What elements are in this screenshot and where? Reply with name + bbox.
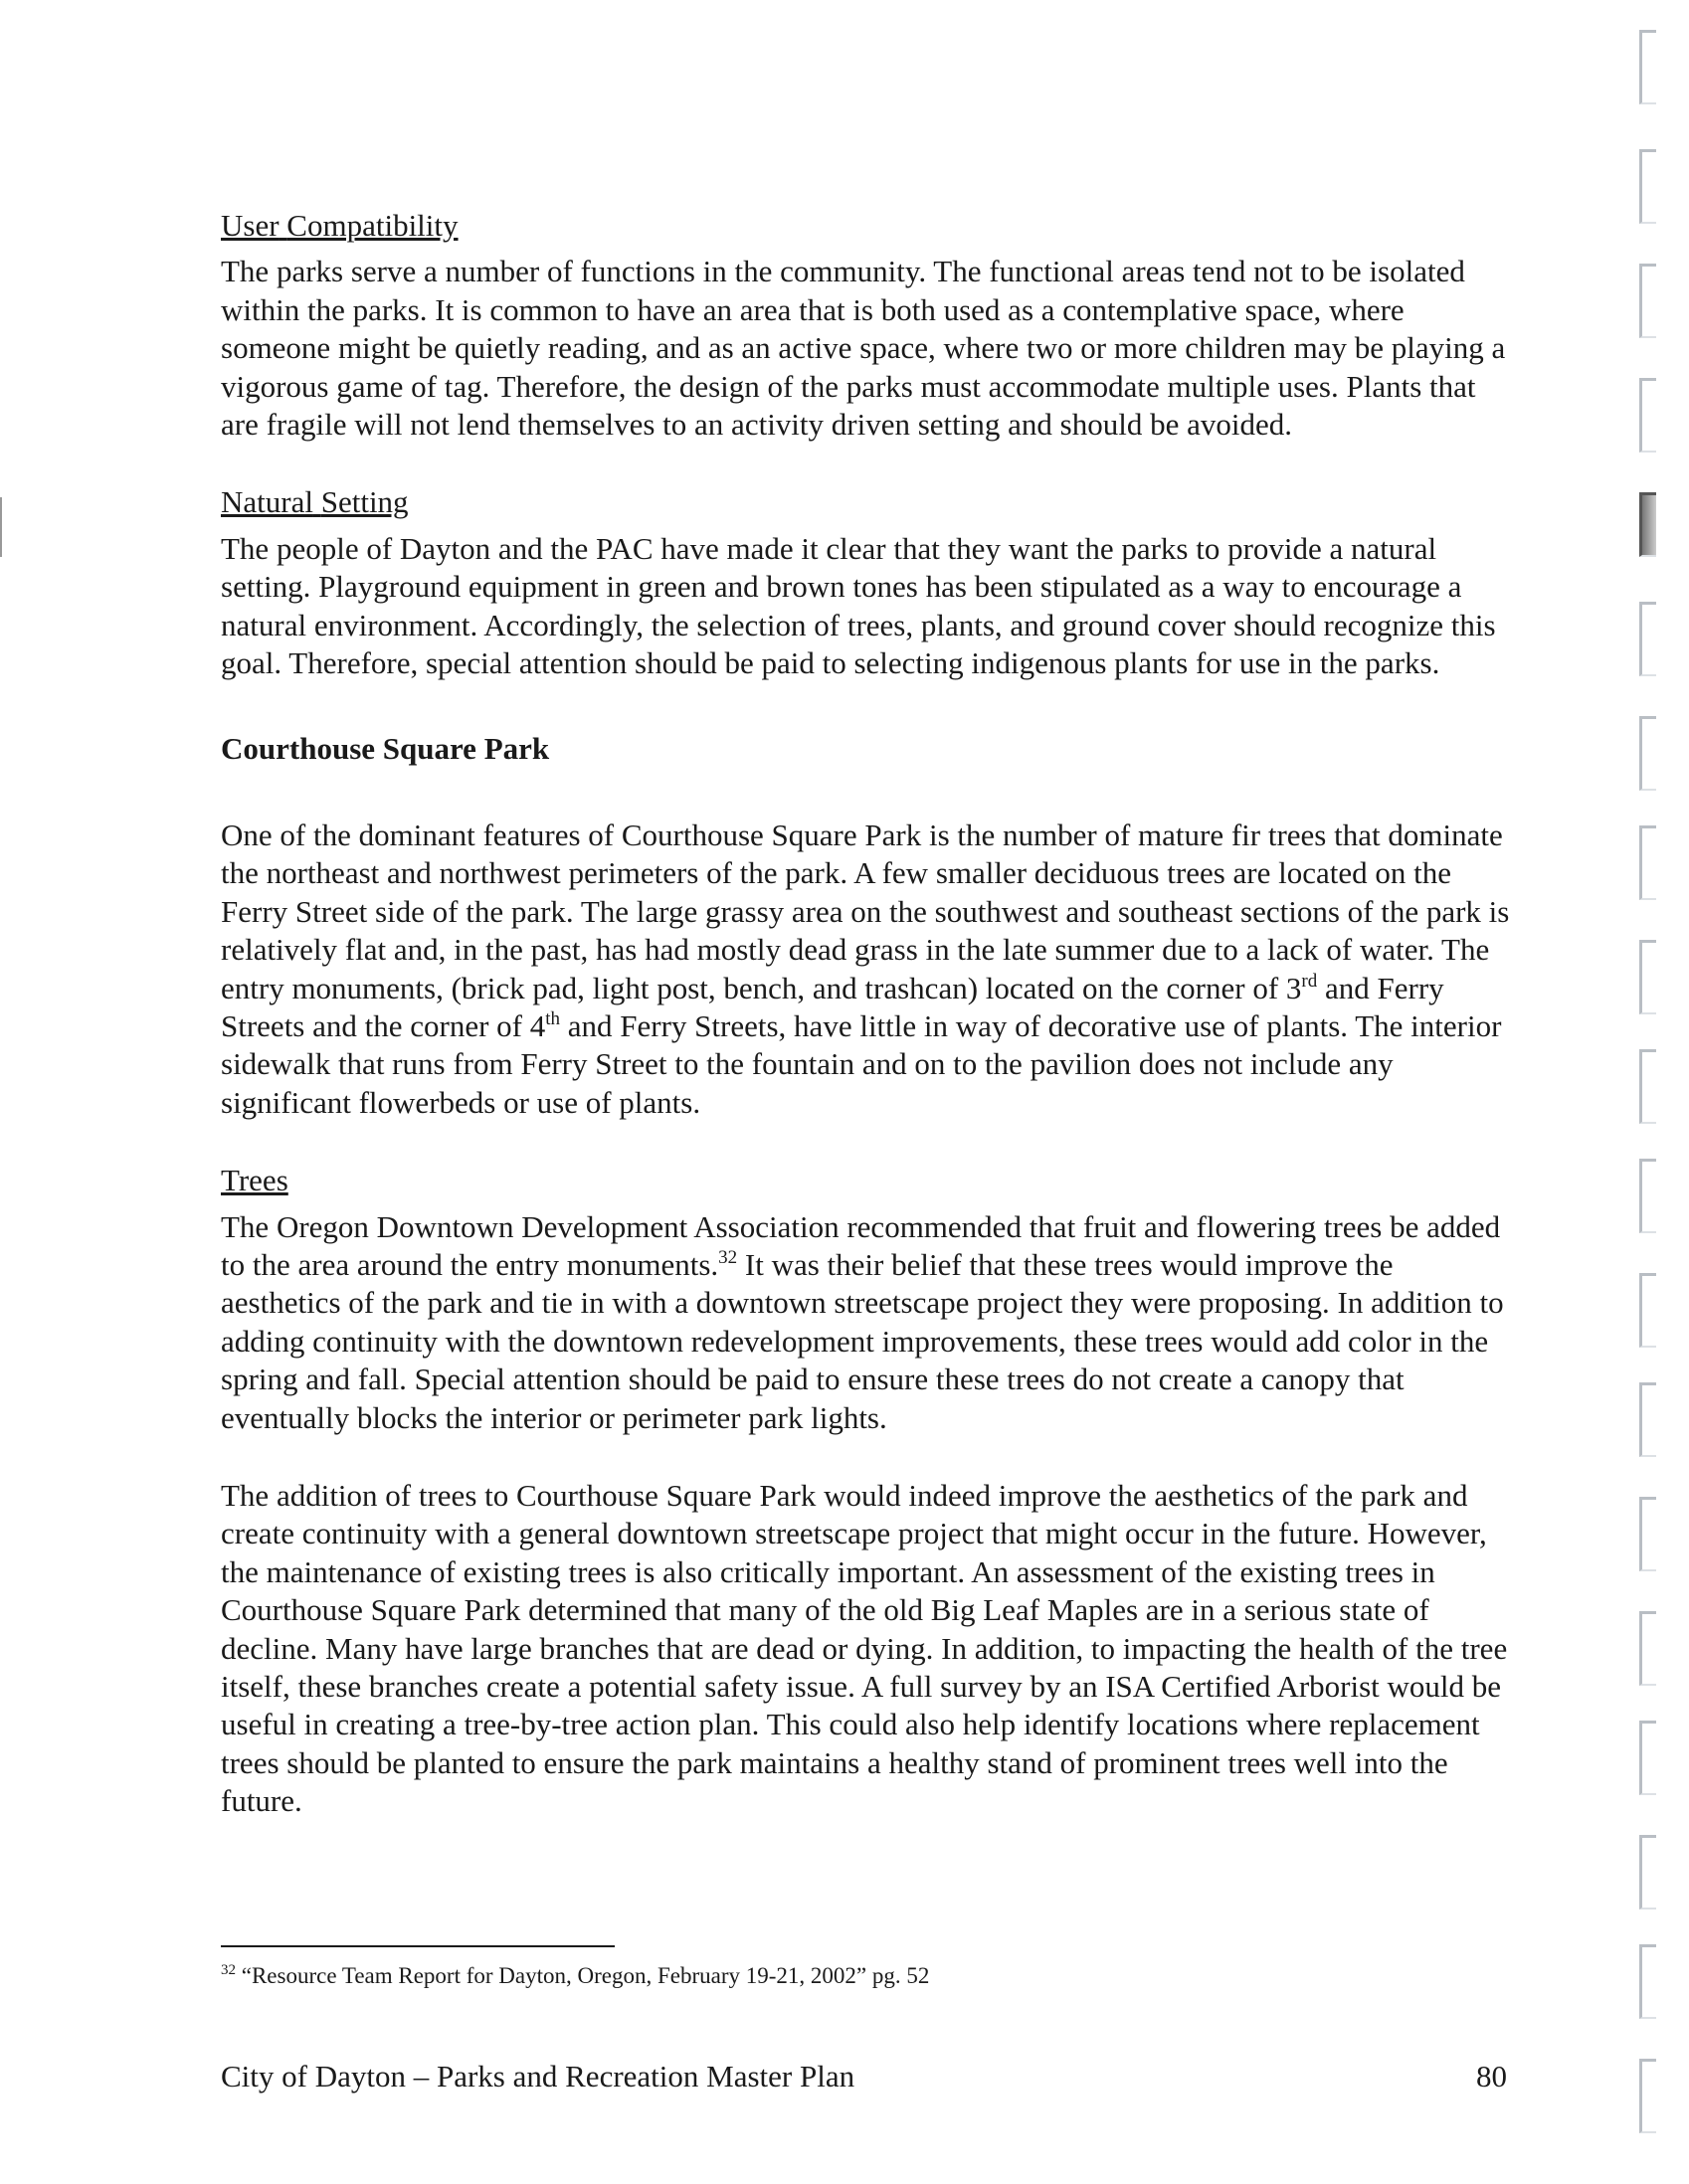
binding-ring xyxy=(1639,1944,1656,2019)
footnote xyxy=(221,1961,929,1991)
binding-ring xyxy=(1639,1382,1656,1457)
paragraph-text: One of the dominant features of Courthouse Square Park is the number of mature fir trees that dominate the northeast and northwest perimeters of the park. A few smaller deciduous trees are located on the Ferry Street side of the park. The large grassy area on the southwest and southeast sections of the park is relatively flat and, in the past, has had mostly dead grass in the late summer due to a lack of water. The entry monuments, (brick pad, light post, bench, and trashcan) located on the corner of 3 xyxy=(221,817,1510,1005)
binding-ring xyxy=(1639,1049,1656,1124)
binding-ring xyxy=(1639,1497,1656,1571)
binding-ring xyxy=(1639,1273,1656,1348)
trees-heading: Trees xyxy=(221,1163,288,1198)
paragraph-text: and Ferry Streets, have little in way of decorative use of plants. The interior sidewalk that runs from Ferry Street to the fountain and on to the pavilion does not include any significant flowerbeds or use of plants. xyxy=(221,1007,1502,1120)
heading-word: User xyxy=(221,208,280,243)
heading-word: Natural xyxy=(221,484,313,520)
binding-ring xyxy=(1639,492,1656,557)
page-number: 80 xyxy=(1476,2059,1507,2093)
trees-paragraph-2: The addition of trees to Courthouse Square Park would indeed improve the aesthetics of the park and create continuity with a general downtown streetscape project that might occur in the future. However, the maintenance of existing trees is also critically important. An assessment of the existing trees in Courthouse Square Park determined that many of the old Big Leaf Maples are in a serious state of decline. Many have large branches that are dead or dying. In addition, to impacting the health of the tree itself, these branches create a potential safety issue. A full survey by an ISA Certified Arborist would be useful in creating a tree-by-tree action plan. This could also help identify locations where replacement trees should be planted to ensure the park maintains a healthy stand of prominent trees well into the future. xyxy=(221,1477,1508,1819)
heading-word: Setting xyxy=(320,484,409,520)
binding-ring xyxy=(1639,940,1656,1014)
binding-ring xyxy=(1639,149,1656,224)
binding-ring xyxy=(1639,264,1656,338)
footer-title: City of Dayton – Parks and Recreation Master Plan xyxy=(221,2059,855,2093)
binding-ring xyxy=(1639,30,1656,104)
page-content xyxy=(221,207,1514,1821)
binding-ring xyxy=(1639,1835,1656,1910)
paragraph-text: The Oregon Downtown Development Association recommended that fruit and flowering trees be added to the area around the entry monuments. xyxy=(221,1208,1501,1282)
spiral-binding xyxy=(1639,30,1669,2158)
footnote-divider xyxy=(221,1945,615,1947)
footnote-number: 32 xyxy=(221,1962,236,1978)
ordinal-suffix: th xyxy=(545,1007,561,1029)
binding-ring xyxy=(1639,378,1656,453)
natural-setting-heading xyxy=(221,483,1514,521)
paragraph-text: and Ferry Streets and the corner of 4 xyxy=(221,970,1444,1043)
user-compatibility-paragraph: The parks serve a number of functions in the community. The functional areas tend not to be isolated within the parks. It is common to have an area that is both used as a contemplative space, where someone might be quietly reading, and as an active space, where two or more children may be playing a vigorous game of tag. Therefore, the design of the parks must accommodate multiple uses. Plants that are fragile will not lend themselves to an activity driven setting and should be avoided. xyxy=(221,254,1506,443)
trees-paragraph-1 xyxy=(221,1208,1514,1437)
binding-ring xyxy=(1639,602,1656,676)
natural-setting-paragraph: The people of Dayton and the PAC have made it clear that they want the parks to provide a natural setting. Playground equipment in green and brown tones has been stipulated as a way to encourage a natural environment. Accordingly, the selection of trees, plants, and ground cover should recognize this goal. Therefore, special attention should be paid to selecting indigenous plants for use in the parks. xyxy=(221,530,1496,681)
binding-ring xyxy=(1639,1611,1656,1686)
paragraph-text: It was their belief that these trees would improve the aesthetics of the park and tie in with a downtown streetscape project they were proposing. In addition to adding continuity with the downtown redevelopment improvements, these trees would add color in the spring and fall. Special attention should be paid to ensure these trees do not create a canopy that eventually blocks the interior or perimeter park lights. xyxy=(221,1246,1504,1435)
courthouse-paragraph xyxy=(221,817,1514,1122)
binding-ring xyxy=(1639,716,1656,791)
binding-ring xyxy=(1639,1721,1656,1795)
courthouse-square-park-heading: Courthouse Square Park xyxy=(221,731,550,767)
binding-ring xyxy=(1639,1159,1656,1233)
heading-word: Compatibility xyxy=(286,208,459,243)
footnote-text: “Resource Team Report for Dayton, Oregon, February 19-21, 2002” pg. 52 xyxy=(236,1963,930,1988)
footnote-reference[interactable]: 32 xyxy=(718,1246,738,1268)
binding-ring xyxy=(1639,2059,1656,2133)
ordinal-suffix: rd xyxy=(1301,970,1318,992)
binding-ring xyxy=(1639,825,1656,900)
scan-edge-mark xyxy=(0,497,2,557)
user-compatibility-heading xyxy=(221,207,1514,245)
